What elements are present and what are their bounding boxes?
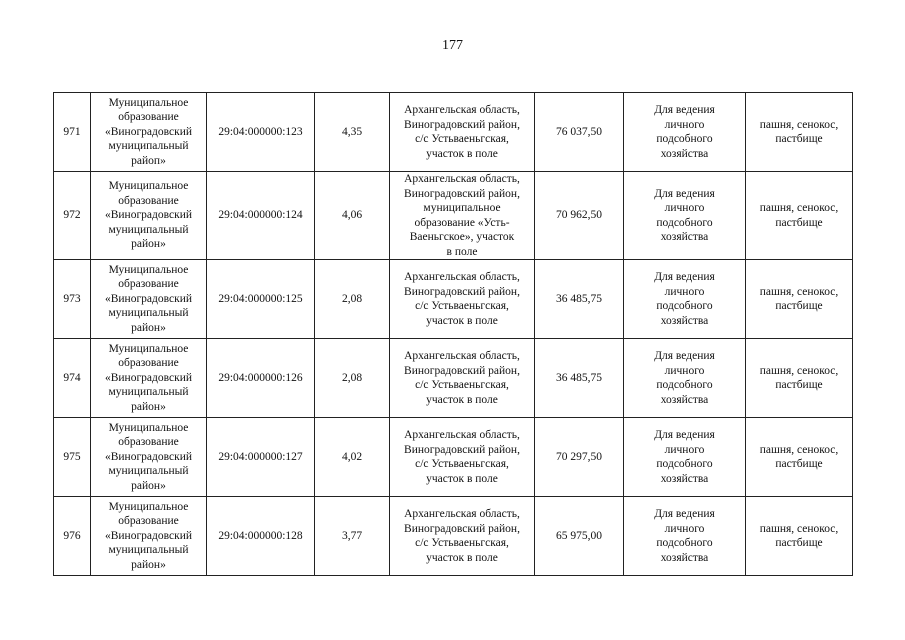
owner-cell: Муниципальное образование «Виноградовский муниципальный район» — [91, 497, 207, 576]
row-number: 971 — [54, 93, 91, 172]
table-row — [54, 260, 853, 339]
cadastral-number-cell: 29:04:000000:127 — [207, 418, 315, 497]
row-number: 972 — [54, 172, 91, 260]
table-row — [54, 497, 853, 576]
area-cell: 2,08 — [315, 260, 390, 339]
owner-cell: Муниципальное образование «Виноградовский муниципальный район» — [91, 339, 207, 418]
land-use-cell: пашня, сенокос, пастбище — [746, 93, 853, 172]
row-number: 973 — [54, 260, 91, 339]
row-number: 975 — [54, 418, 91, 497]
table-row — [54, 339, 853, 418]
location-cell: Архангельская область, Виноградовский район, с/с Устьваеньгская, участок в поле — [390, 93, 535, 172]
location-cell: Архангельская область, Виноградовский район, с/с Устьваеньгская, участок в поле — [390, 339, 535, 418]
cadastral-number-cell: 29:04:000000:125 — [207, 260, 315, 339]
land-use-cell: пашня, сенокос, пастбище — [746, 260, 853, 339]
area-cell: 4,06 — [315, 172, 390, 260]
purpose-cell: Для ведения личного подсобного хозяйства — [624, 497, 746, 576]
area-cell: 3,77 — [315, 497, 390, 576]
cadastral-value-cell: 70 297,50 — [535, 418, 624, 497]
row-number: 976 — [54, 497, 91, 576]
page-number: 177 — [442, 38, 463, 53]
location-cell: Архангельская область, Виноградовский район, муниципальное образование «Усть- Ваеньгское», участок в поле — [390, 172, 535, 260]
cadastral-number-cell: 29:04:000000:128 — [207, 497, 315, 576]
purpose-cell: Для ведения личного подсобного хозяйства — [624, 339, 746, 418]
land-use-cell: пашня, сенокос, пастбище — [746, 418, 853, 497]
row-number: 974 — [54, 339, 91, 418]
area-cell: 4,35 — [315, 93, 390, 172]
land-use-cell: пашня, сенокос, пастбище — [746, 172, 853, 260]
purpose-cell: Для ведения личного подсобного хозяйства — [624, 418, 746, 497]
owner-cell: Муниципальное образование «Виноградовский муниципальный район» — [91, 260, 207, 339]
cadastral-number-cell: 29:04:000000:126 — [207, 339, 315, 418]
cadastral-number-cell: 29:04:000000:123 — [207, 93, 315, 172]
location-cell: Архангельская область, Виноградовский район, с/с Устьваеньгская, участок в поле — [390, 260, 535, 339]
cadastral-value-cell: 65 975,00 — [535, 497, 624, 576]
area-cell: 4,02 — [315, 418, 390, 497]
purpose-cell: Для ведения личного подсобного хозяйства — [624, 172, 746, 260]
cadastral-value-cell: 36 485,75 — [535, 260, 624, 339]
cadastral-number-cell: 29:04:000000:124 — [207, 172, 315, 260]
owner-cell: Муниципальное образование «Виноградовский муниципальный район» — [91, 172, 207, 260]
table-row — [54, 418, 853, 497]
area-cell: 2,08 — [315, 339, 390, 418]
location-cell: Архангельская область, Виноградовский район, с/с Устьваеньгская, участок в поле — [390, 418, 535, 497]
cadastral-value-cell: 70 962,50 — [535, 172, 624, 260]
cadastral-value-cell: 76 037,50 — [535, 93, 624, 172]
land-use-cell: пашня, сенокос, пастбище — [746, 497, 853, 576]
purpose-cell: Для ведения личного подсобного хозяйства — [624, 93, 746, 172]
purpose-cell: Для ведения личного подсобного хозяйства — [624, 260, 746, 339]
table-row — [54, 172, 853, 260]
table-row — [54, 93, 853, 172]
land-plots-table — [53, 92, 853, 576]
cadastral-value-cell: 36 485,75 — [535, 339, 624, 418]
land-use-cell: пашня, сенокос, пастбище — [746, 339, 853, 418]
location-cell: Архангельская область, Виноградовский район, с/с Устьваеньгская, участок в поле — [390, 497, 535, 576]
owner-cell: Муниципальное образование «Виноградовский муниципальный район» — [91, 418, 207, 497]
owner-cell: Муниципальное образование «Виноградовский муниципальный райоп» — [91, 93, 207, 172]
